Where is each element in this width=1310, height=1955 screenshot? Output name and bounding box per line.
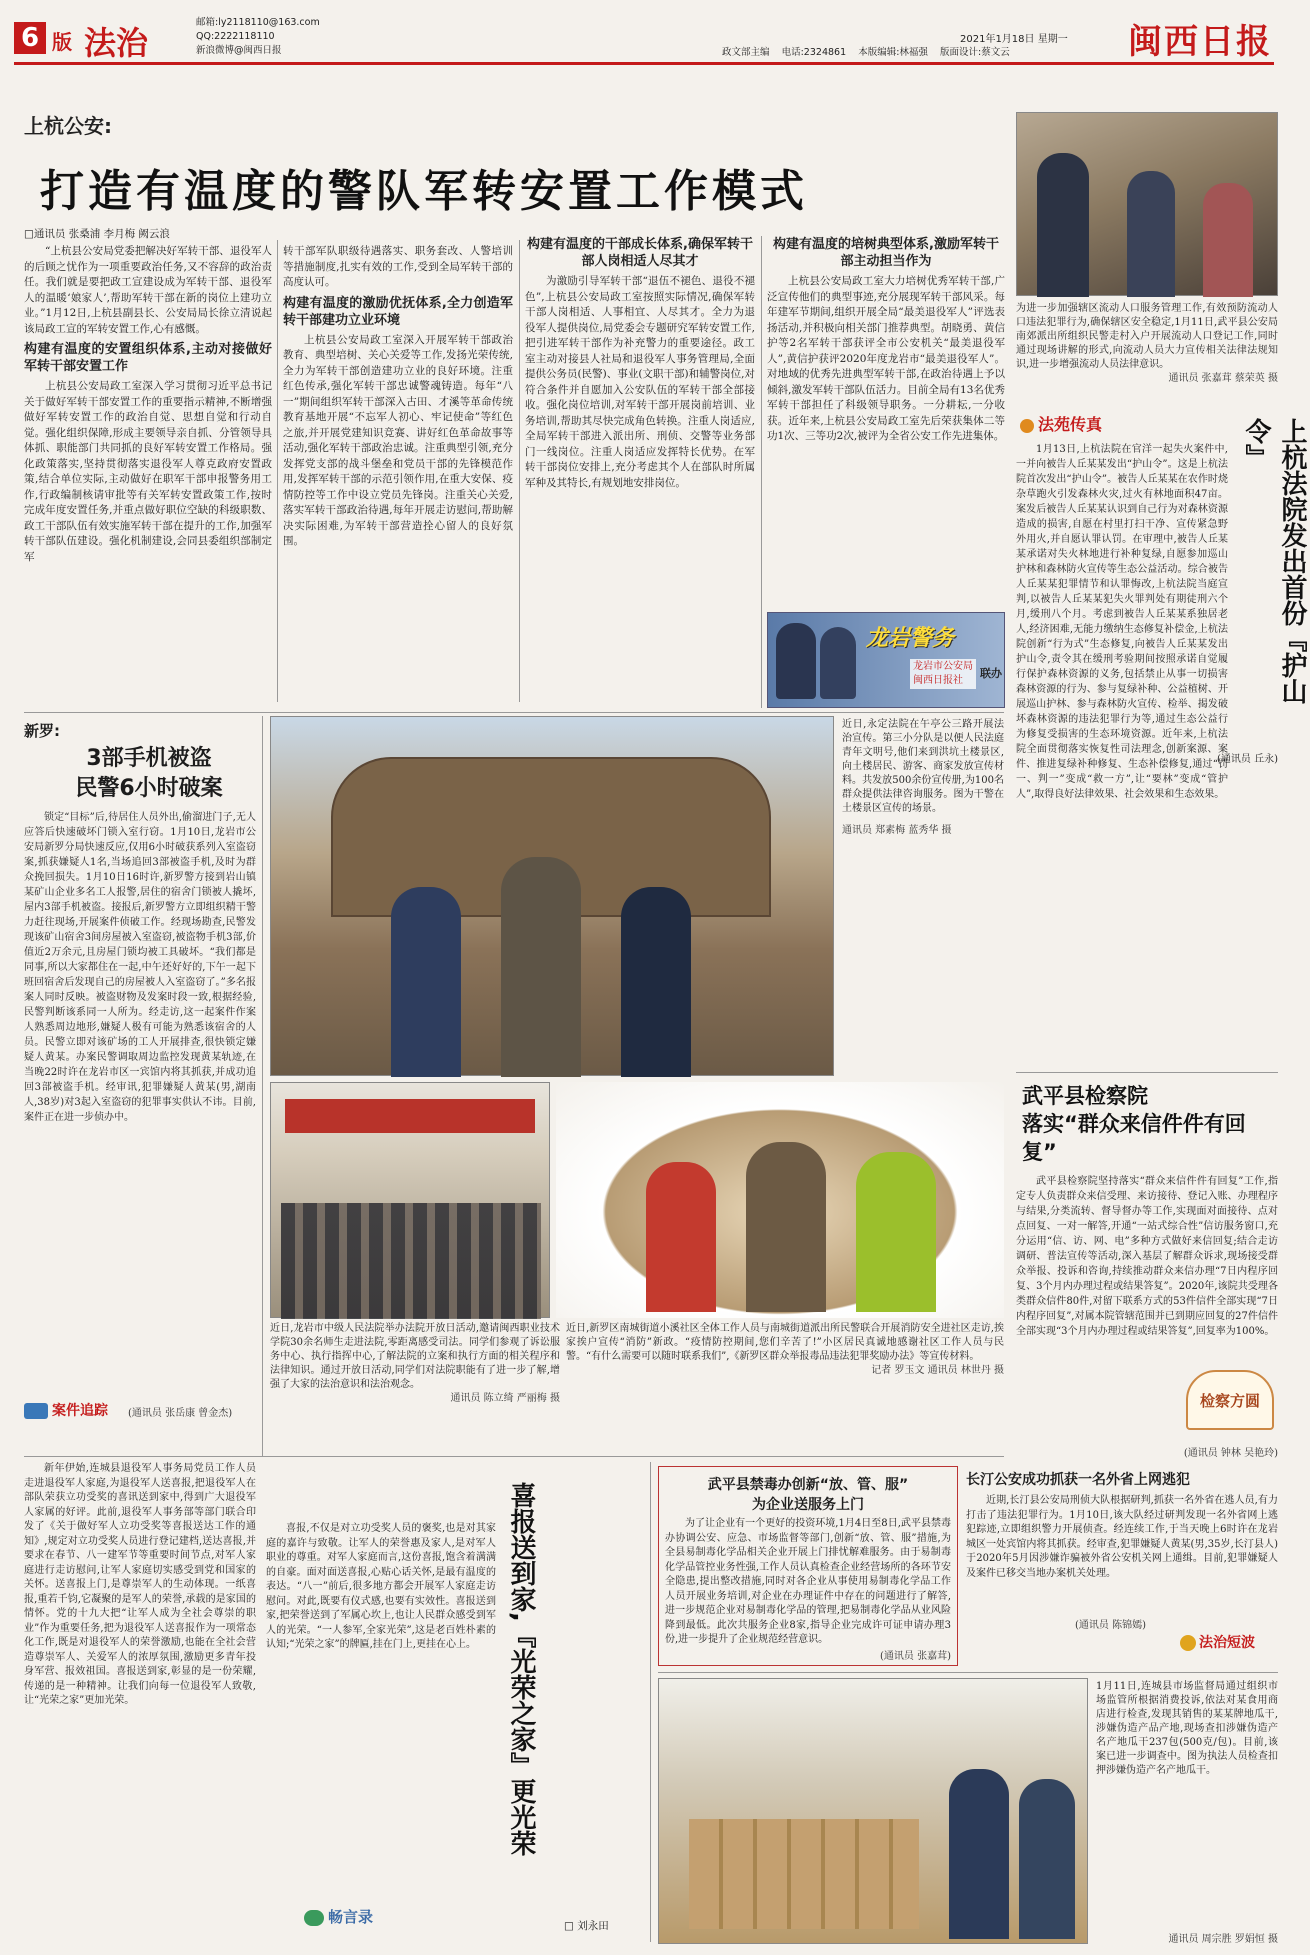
lead-title: 打造有温度的警队军转安置工作模式 (40, 166, 808, 217)
person-figure (391, 887, 461, 1077)
jianchayuan-title: 武平县检察院 落实“群众来信件件有回复” (1022, 1084, 1246, 1164)
cargo-boxes (689, 1819, 919, 1929)
lead-intro: “上杭县公安局党委把解决好军转干部、退役军人的后顾之忧作为一项重要政治任务,又不容辞的政治责任。我们就是要把政工宣建设成为军转干部、退役军人的温暖‘娘家人’,帮助军转干部在新的岗位上建功立业。”1月12日,上杭县副县长、公安局局长徐立清说起该局政工宣的军转安置工作,心有感慨。 (24, 245, 272, 335)
person-figure (856, 1152, 936, 1312)
lead-col2b-body: 上杭县公安局政工室深入开展军转干部政治教育、典型培树、关心关爱等工作,发扬光荣传统,全力为军转干部创造建功立业的良好环境。注重红色传承,强化军转干部忠诚警魂铸造。每年“八一”期间组织军转干部深入古田、才溪等革命传统教育基地开展“不忘军人初心、牢记使命”等红色之旅,并开展党建知识竞赛、讲好红色革命故事等活动,强化军转干部政治忠诚。注重典型引领,充分发挥党支部的战斗堡垒和党员干部的先锋模范作用,发挥军转干部的示范引领作用,在重大安保、疫情防控等工作中设立党员先锋岗。注重关心关爱,落实军转干部政治待遇,每年开展走访慰问,帮助解决实际困难,为军转干部营造拴心留人的良好氛围。 (283, 333, 513, 547)
paper-logo: 闽西日报 (1128, 22, 1272, 62)
changting-tag: 法治短波 (1180, 1632, 1255, 1652)
jianchayuan-credit: (通讯员 钟林 吴艳玲) (1183, 1448, 1278, 1459)
divider (1016, 1072, 1278, 1073)
tag-icon (24, 1403, 48, 1419)
masthead (0, 0, 1286, 72)
xinluo-title: 3部手机被盗 民警6小时破案 (75, 746, 223, 801)
changyan-body-right: 喜报,不仅是对立功受奖人员的褒奖,也是对其家庭的嘉许与致敬。让军人的荣誉惠及家人,是对军人职业的尊重。对军人家庭而言,这份喜报,饱含着满满的自豪。面对面送喜报,心贴心话关怀,是最有温度的表达。“八一”前后,很多地方都会开展军人家庭走访慰问。对此,既要有仪式感,也要有实效性。喜报送到家,把荣誉送到了军属心坎上,也让人民群众感受到军人的光荣。“一人参军,全家光荣”,这是老百姓朴素的认知;“光荣之家”的牌匾,挂在门上,更挂在心上。 (266, 1523, 496, 1650)
contact-info (196, 16, 320, 58)
lead-subhead-4: 构建有温度的培树典型体系,激励军转干部主动担当作为 (773, 237, 999, 269)
weibo: 新浪微博@闽西日报 (196, 45, 282, 56)
students-group (281, 1203, 541, 1319)
lead-byline: □通讯员 张桑浦 李月梅 阙云浪 (24, 228, 170, 240)
divider (658, 1672, 1278, 1673)
wuping-drug-body: 为了让企业有一个更好的投资环境,1月4日至8日,武平县禁毒办协调公安、应急、市场监督等部门,创新“放、管、服”措施,为全县易制毒化学品相关企业开展上门排忧解难服务。由于易制毒化学品管控业务性强,工作人员认真检查企业经营场所的各环节安全隐患,提出整改措施,同时对各企业从事使用易制毒化学品工作人员开展业务培训,对企业在办理证件中存在的问题进行了解答,进一步规范企业对易制毒化学品的管理,把易制毒化学品从业风险降到最低。此次共服务企业8家,指导企业完成许可证申请办理3份,进一步提升了企业规范经营意识。 (665, 1518, 951, 1645)
photo-tulou-legal-publicity (270, 716, 834, 1076)
changting-body: 近期,长汀县公安局刑侦大队根据研判,抓获一名外省在逃人员,有力打击了违法犯罪行为。1月10日,该大队经过研判发现一名外省网上逃犯踪迹,立即组织警力开展侦查。经连续工作,于当天晚上6时许在龙岩城区一处宾馆内将其抓获。经审查,犯罪嫌疑人黄某(男,35岁,长汀县人)于2020年5月因涉嫌诈骗被外省公安机关网上通缉。目前,犯罪嫌疑人及案件已移交当地办案机关处理。 (966, 1495, 1278, 1579)
jianchayuan-logo (1186, 1370, 1274, 1430)
divider (24, 1456, 1004, 1457)
fayuan-body-top: 1月13日,上杭法院在官洋一起失火案件中,一并向被告人丘某某发出“护山令”。这是上杭法院首次发出“护山令”。被告人丘某某在农作时烧杂草跑火引发森林火灾,过火有林地面积47亩。案发后被告人丘某某认识到自己行为对森林资源造成的损害,自愿在村里打扫干净、宣传紧急野外用火,并自愿认罪认罚。在审理中,被告人丘某某承诺对失火林地进行补种复绿,自愿参加巡山护林和森林防火宣传等生态公益活动。综合被告人丘某某犯罪情节和认罪悔改,上杭法院当庭宣判,以被告人丘某某犯失火罪判处有期徒刑六个月,缓刑八个月。考虑到被告人丘某某系独居老人,经济困难,无能力缴纳生态修复补偿金,上杭法院创新“行为式”生态修复,向被告人丘某某发出护山令,责令其在缓刑考验期间按照承诺自觉履行保护森林资源的义务,包括禁止从事一切损害森林资源的行为、参与复绿补种、公益植树、开展巡山护林、参与森林防火宣传、检举、揭发破坏森林资源的违法犯罪行为等,通过生态公益行为修复受损害的生态环境资源。近年来,上杭法院全面贯彻落实恢复性司法理念,创新案源、案件、推进复绿补种修复、生态补偿修复,通过“罚一、判一”变成“救一方”,让“要林”变成“管护人”,取得良好法律效果、社会效果和生态效果。 (1016, 444, 1228, 800)
xinluo-credit: (通讯员 张岳康 曾金杰) (128, 1408, 233, 1419)
changyan-vertical-title: 喜报送到家,『光荣之家』更光荣 (506, 1482, 536, 1856)
longyan-police-name: 龙岩警务 (866, 626, 955, 651)
photo-community-caption: 近日,新罗区南城街道小溪社区全体工作人员与南城街道派出所民警联合开展消防安全进社区走访,挨家挨户宣传“消防”新政。“疫情防控期间,您们辛苦了!”小区居民真诚地感谢社区工作人员与民警。“有什么需要可以随时联系我们”,《新罗区群众举报毒品违法犯罪奖励办法》等宣传材料。 记者 罗玉文 通讯员 林世丹 摄 (566, 1323, 1004, 1376)
tag-icon (304, 1910, 324, 1926)
photo-credit: 通讯员 郑素梅 蓝秀华 摄 (842, 825, 952, 836)
tag-icon (1020, 419, 1034, 433)
page-word: 版 (52, 30, 72, 54)
editor: 政文部主编 (722, 47, 770, 58)
xinluo-tag: 案件追踪 (24, 1400, 108, 1420)
wuping-drug-title: 武平县禁毒办创新“放、管、服” 为企业送服务上门 (707, 1477, 909, 1513)
lead-col4-body: 上杭县公安局政工室大力培树优秀军转干部,广泛宣传他们的典型事迹,充分展现军转干部风采。每年建军节期间,组织开展全局“最美退役军人”评选表扬活动,并积极向相关部门推荐典型。胡晓勇、黄信护等2名军转干部获评全市公安机关“最美退役军人”,黄信护获评2020年度龙岩市“最美退役军人”。对地域的优秀先进典型军转干部,在政治待遇上予以倾斜,激发军转干部队伍活力。目前全局有13名优秀军转干部担任了科级领导职务。一分耕耘,一分收获。近年来,上杭县公安局政工室先后荣获集体二等功1次、三等功2次,被评为全省公安工作先进集体。 (767, 275, 1005, 442)
person-figure (646, 1162, 716, 1312)
designer: 版面设计:蔡文云 (940, 47, 1010, 58)
changting-credit: (通讯员 陈锦嫣) (1075, 1620, 1146, 1631)
photo-credit: 记者 罗玉文 通讯员 林世丹 摄 (871, 1365, 1004, 1376)
tag-icon (1180, 1635, 1196, 1651)
person-figure (1037, 153, 1089, 297)
changyan-tag: 畅言录 (304, 1906, 373, 1927)
police-figure-icon (820, 627, 856, 699)
jianchayuan-logo-text: 检察方圆 (1199, 1392, 1260, 1410)
email: 邮箱:ly2118110@163.com (196, 17, 320, 28)
lead-subhead-1: 构建有温度的安置组织体系,主动对接做好军转干部安置工作 (24, 342, 272, 374)
longyan-police-orgs: 龙岩市公安局 闽西日报社 (910, 659, 976, 689)
person-figure (1203, 183, 1253, 297)
divider (262, 716, 263, 1456)
lead-subhead-3: 构建有温度的干部成长体系,确保军转干部人岗相适人尽其才 (527, 237, 753, 269)
page-number-badge: 6 (14, 22, 46, 54)
person-figure (1019, 1779, 1075, 1939)
divider (24, 712, 1004, 713)
editor-line (722, 44, 1010, 58)
court-wall-sign (285, 1099, 535, 1133)
fayuan-tag: 法苑传真 (1020, 412, 1102, 435)
divider (761, 236, 762, 708)
photo-court-caption: 近日,龙岩市中级人民法院举办法院开放日活动,邀请闽西职业技术学院30余名师生走进法院,零距离感受司法。同学们参观了诉讼服务中心、执行指挥中心,了解法院的立案和执行方面的相关程序和法律知识。通过开放日活动,同学们对法院职能有了进一步了解,增强了大家的法治意识和法治观念。 通讯员 陈立绮 严丽梅 摄 (270, 1323, 560, 1404)
lead-col1-body: 上杭县公安局政工室深入学习贯彻习近平总书记关于做好军转干部安置工作的重要指示精神,不断增强做好军转安置工作的政治自觉、思想自觉和行动自觉。强化组织保障,形成主要领导亲自抓、分管领导具体抓、职能部门共同抓的良好军转安置工作格局。强化政策落实,坚持贯彻落实退役军人尊克政府安置政策,结合单位实际,主动做好在职军干部申报警务用工作,行政编制核请审批等有关军转安置政策工作,按时完成年度安置任务,并重点做好职位空缺的科级职数、政工干部队伍有效实施军转干部在提升的工作,加强军转干部队伍建设。强化机制建设,会同县委组织部制定军 (24, 380, 272, 563)
fayuan-vertical-title: 上杭法院发出首份『护山令』 (1241, 418, 1307, 704)
photo-court-open-day (270, 1082, 550, 1318)
issue-date: 2021年1月18日 星期一 (960, 34, 1068, 45)
lead-col2 (283, 244, 513, 708)
police-figure-icon (776, 623, 816, 699)
fayuan-body-cont (1016, 752, 1278, 912)
longyan-police-tail: 联办 (980, 667, 1002, 680)
person-figure (1127, 171, 1175, 297)
lead-col4 (767, 236, 1005, 608)
changyan-section (24, 1462, 644, 1942)
photo-market-caption: 1月11日,连城县市场监督局通过组织市场监管所根据消费投诉,依法对某食用商店进行检查,发现其销售的某某牌地瓜干,涉嫌伪造产品产地,现场查扣涉嫌伪造产名产地瓜干237包(500克/包)。目前,该案已进一步调查中。图为执法人员检查扣押涉嫌伪造产名产地瓜干。 (1096, 1681, 1278, 1776)
phone: 电话:2324861 (781, 47, 847, 58)
wuping-drug-box (658, 1466, 958, 1666)
lead-kicker: 上杭公安: (24, 114, 112, 138)
person-figure (746, 1142, 826, 1312)
longyan-police-banner (767, 612, 1005, 708)
changyan-author: □ 刘永田 (564, 1920, 609, 1932)
masthead-rule (14, 62, 1274, 65)
photo-credit: 通讯员 张嘉茸 蔡荣英 摄 (1168, 373, 1278, 384)
divider (519, 240, 520, 702)
changyan-body-left: 新年伊始,连城县退役军人事务局党员工作人员走进退役军人家庭,为退役军人送喜报,把退役军人在部队荣获立功受奖的喜讯送到家中,得到广大退役军人家属的好评。此前,退役军人事务部等部门联合印发了《关于做好军人立功受奖等喜报送达工作的通知》,规定对立功受奖人员进行登记建档,送达喜报,并要求在春节、八一建军节等重要时间节点,对军人家庭进行走访慰问,让军人家庭切实感受到党和国家的关怀。送喜报上门,是尊崇军人的生动体现。一纸喜报,重若千钧,它凝聚的是军人的荣誉,承载的是家国的情怀。党的十九大把“让军人成为全社会尊崇的职业”作为重要任务,把为退役军人送喜报作为一项常态化工作,既是对退役军人的荣誉激励,也能在全社会营造尊崇军人、关爱军人的浓厚氛围,激励更多青年投身军营、报效祖国。喜报送到家,彰显的是一份荣耀,传递的是一种精神。让我们向每一位退役军人致敬,让“光荣之家”更加光荣。 (24, 1463, 256, 1706)
lead-col2-body: 转干部军队职级待遇落实、职务套改、人警培训等措施制度,扎实有效的工作,受到全局军转干部的高度认可。 (283, 245, 513, 288)
photo-market-credit: 通讯员 周宗胜 罗娟恒 摄 (1168, 1934, 1278, 1945)
person-figure (949, 1769, 1009, 1939)
lead-subhead-2: 构建有温度的激励优抚体系,全力创造军转干部建功立业环境 (283, 295, 513, 328)
photo-household-caption: 为进一步加强辖区流动人口服务管理工作,有效预防流动人口违法犯罪行为,确保辖区安全稳定,1月11日,武平县公安局南郊派出所组织民警走村入户开展流动人口登记工作,同时通过现场讲解的形式,向流动人员大力宣传相关法律法规知识,进一步增强流动人员法律意识。 通讯员 张嘉茸 蔡荣英 摄 (1016, 303, 1278, 384)
xinluo-kicker: 新罗: (24, 722, 60, 740)
lead-col1 (24, 244, 272, 708)
changting-title: 长汀公安成功抓获一名外省上网逃犯 (966, 1472, 1190, 1488)
divider (277, 240, 278, 702)
xinluo-body: 锁定“目标”后,待居住人员外出,偷溜进门子,无人应答后快速破坏门锁入室行窃。1月10日,龙岩市公安局新罗分局快速反应,仅用6小时破获系列入室盗窃案,抓获嫌疑人1名,当场追回3部被盗手机,及时为群众挽回损失。1月10日16时许,新罗警方接到岩山镇某矿山企业多名工人报警,居住的宿舍门锁被人撬坏,屋内3部手机被盗。接报后,新罗警方立即组织精干警力赶往现场,开展案件侦破工作。经现场勘查,民警发现该矿山宿舍3间房屋被入室盗窃,被盗物手机3部,价值近2万余元,且房屋门锁均被工具破坏。“我们都是同事,所以大家都住在一起,中午还好好的,下午一起下班回宿舍后发现自己的房屋被人入室盗窃了。”多名报案人同时反映。被盗财物及发案时段一致,根据经验,民警判断该系同一人所为。经走访,这一起案件作案人熟悉周边地形,嫌疑人极有可能为熟悉该宿舍的人员。民警立即对该矿场的工人开展排查,很快锁定嫌疑人黄某。办案民警调取周边监控发现黄某轨迹,在当晚22时许在龙岩市区一宾馆内将其抓获,并成功追回3部被盗手机。经审讯,犯罪嫌疑人黄某(男,湖南人,38岁)对3起入室盗窃的犯罪事实供认不讳。目前,案件正在进一步侦办中。 (24, 812, 256, 1123)
photo-tulou-caption: 近日,永定法院在午亭公三路开展法治宣传。第三小分队是以便人民法庭青年文明号,他们来到洪坑土楼景区,向土楼居民、游客、商家发放宣传材料。共发放500余份宣传册,为100名群众提供法律咨询服务。图为干警在土楼景区宣传的场景。 通讯员 郑素梅 蓝秀华 摄 (842, 719, 1004, 836)
lead-col3 (525, 236, 755, 708)
lead-col3-body: 为激励引导军转干部“退伍不褪色、退役不褪色”,上杭县公安局政工室按照实际情况,确保军转干部人岗相适、人事相宜、人尽其才。全力为退役军人提供岗位,局党委会专题研究军转安置工作,把引进军转干部作为补充警力的重要途径。政工室主动对接县人社局和退役军人事务管理局,全面提供公务员(民警)、事业(文职干部)和辅警岗位,对符合条件并自愿加入公安队伍的军转干部全部接收。强化岗位培训,对军转干部开展岗前培训、业务培训,帮助其尽快完成角色转换。注重人岗适应,全局军转干部进入派出所、刑侦、交警等业务部门一线岗位。注重人岗适应发挥特长优势。在军转干部岗位安排上,充分考虑其个人在部队时所属军种及其特长,有规划地安排岗位。 (525, 275, 755, 489)
section-title: 法治 (84, 24, 149, 62)
photo-market-inspection (658, 1678, 1088, 1944)
divider (650, 1462, 651, 1942)
photo-credit: 通讯员 陈立绮 严丽梅 摄 (450, 1393, 560, 1404)
wuping-drug-credit: (通讯员 张嘉茸) (880, 1651, 951, 1662)
chief-editor: 本版编辑:林福强 (858, 47, 928, 58)
fayuan-credit: (通讯员 丘永) (1217, 754, 1278, 765)
photo-household-registration (1016, 112, 1278, 296)
jianchayuan-body: 武平县检察院坚持落实“群众来信件件有回复”工作,指定专人负责群众来信受理、来访接待、登记入账、办理程序与结果,分类流转、督导督办等工作,实现面对面接待、点对点回复、一对一解答,开通“一站式综合性”信访服务窗口,充分运用“信、访、网、电”多种方式做好来信回复;结合走访调研、普法宣传等活动,深入基层了解群众诉求,现场接受群众举报、投诉和咨询,持续推动群众来信办理“7日内程序回复、3个月内办理过程或结果答复”。2020年,该院共受理各类群众信件80件,对留下联系方式的53件信件全部实现“7日内程序回复”,对属本院管辖范围并已到期应回复的27件信件全部实现“3个月内办理过程或结果答复”,回复率为100%。 (1016, 1176, 1278, 1337)
fayuan-section (1016, 412, 1307, 1072)
photo-community-visit (556, 1082, 1004, 1318)
person-figure (621, 887, 691, 1077)
person-figure (501, 857, 581, 1077)
qq: QQ:2222118110 (196, 31, 275, 42)
